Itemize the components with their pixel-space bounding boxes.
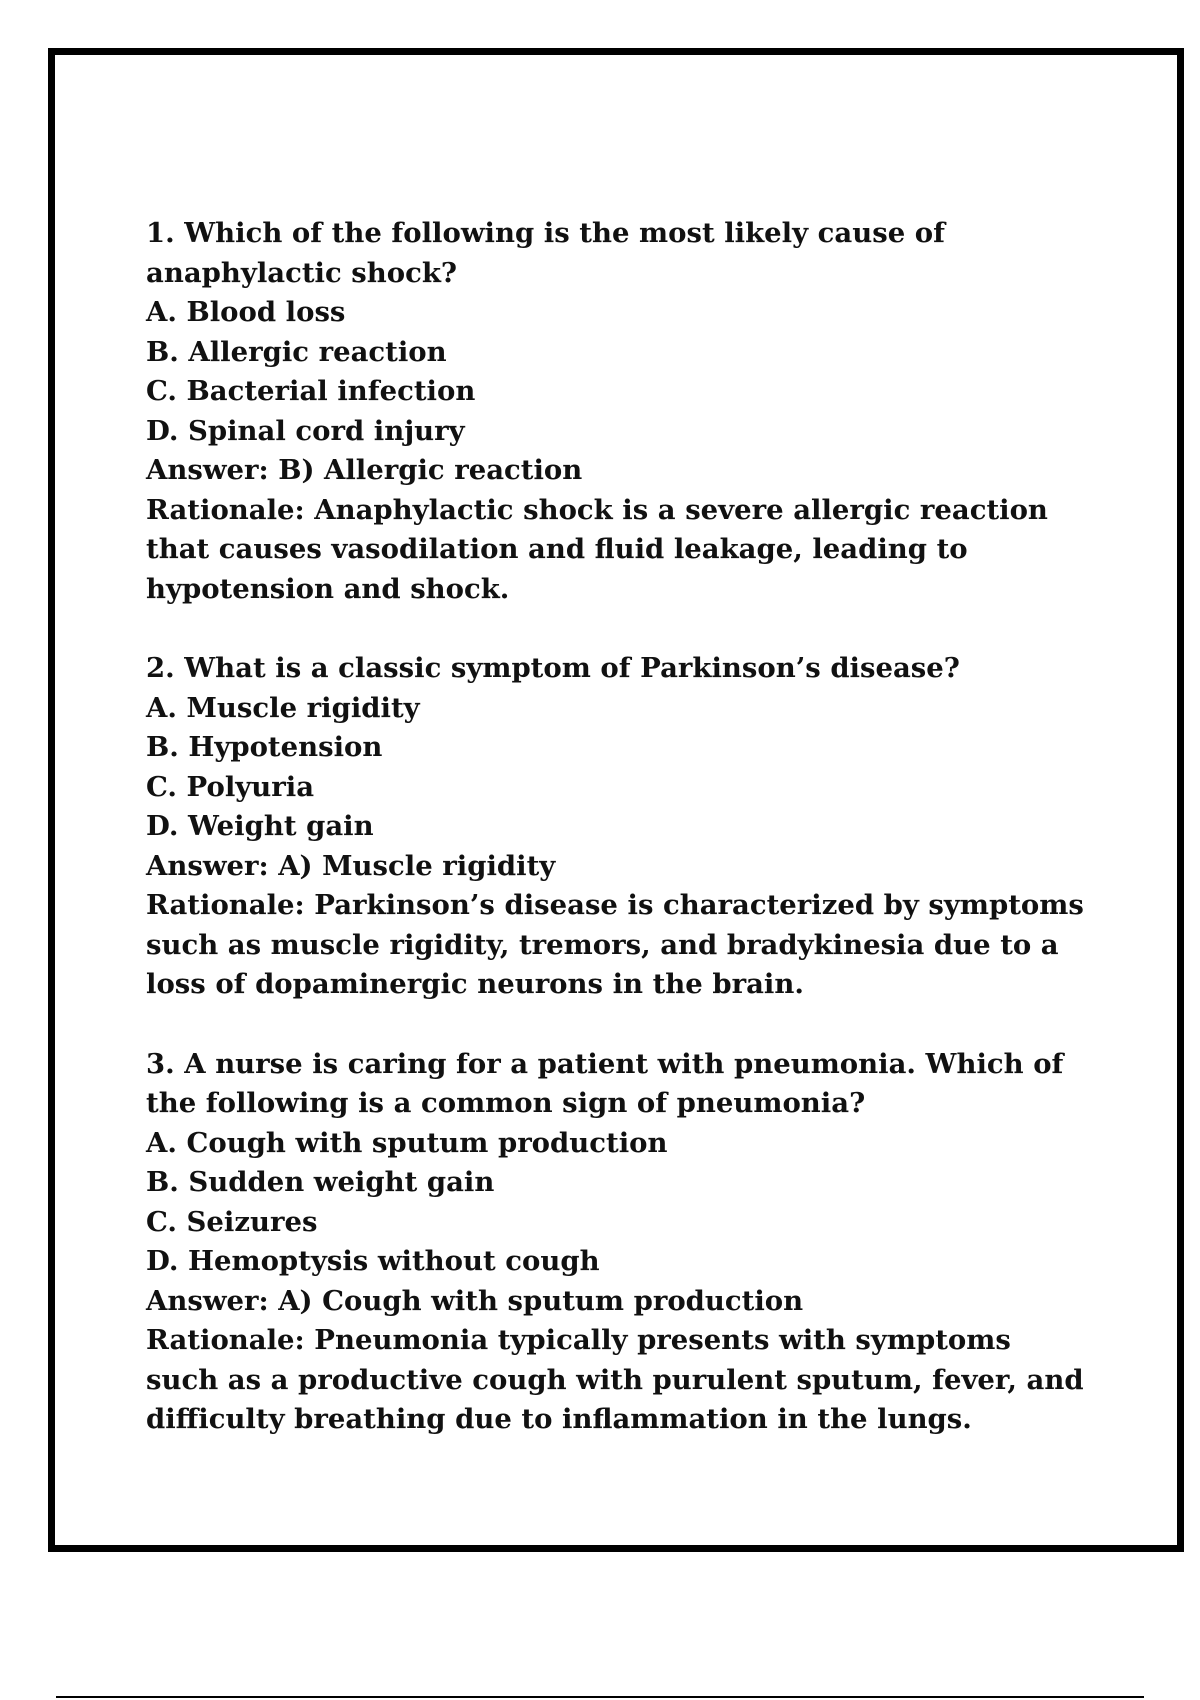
question-block-2 [146,649,1086,1005]
rationale: Rationale: Pneumonia typically presents with symptoms such as a productive cough with purulent sputum, fever, and difficulty breathing due to inflammation in the lungs. [146,1324,1084,1435]
answer-option: D. Spinal cord injury [146,414,465,447]
correct-answer: Answer: B) Allergic reaction [146,454,583,486]
answer-option: A. Muscle rigidity [146,691,420,724]
answer-option: B. Sudden weight gain [146,1166,495,1198]
rationale: Rationale: Anaphylactic shock is a severe allergic reaction that causes vasodilation and fluid leakage, leading to hypotension and shock. [146,493,1048,605]
rationale: Rationale: Parkinson’s disease is characterized by symptoms such as muscle rigidity, tremors, and bradykinesia due to a loss of dopaminergic neurons in the brain. [146,889,1084,1000]
questions-content [146,214,1086,1480]
question-text: 2. What is a classic symptom of Parkinson’s disease? [146,652,960,684]
question-block-1 [146,214,1086,609]
correct-answer: Answer: A) Muscle rigidity [146,849,556,882]
question-text: 1. Which of the following is the most likely cause of anaphylactic shock? [146,217,945,289]
question-text: 3. A nurse is caring for a patient with pneumonia. Which of the following is a common sign of pneumonia? [146,1047,1064,1119]
question-block-3 [146,1045,1086,1440]
answer-option: C. Bacterial infection [146,375,476,407]
footer-rule [56,1696,1144,1698]
answer-option: B. Hypotension [146,731,383,763]
answer-option: C. Seizures [146,1205,318,1238]
answer-option: A. Cough with sputum production [146,1126,668,1159]
answer-option: B. Allergic reaction [146,335,447,368]
answer-option: D. Hemoptysis without cough [146,1245,600,1277]
answer-option: A. Blood loss [146,296,346,328]
correct-answer: Answer: A) Cough with sputum production [146,1284,804,1317]
answer-option: C. Polyuria [146,770,315,803]
answer-option: D. Weight gain [146,810,374,842]
